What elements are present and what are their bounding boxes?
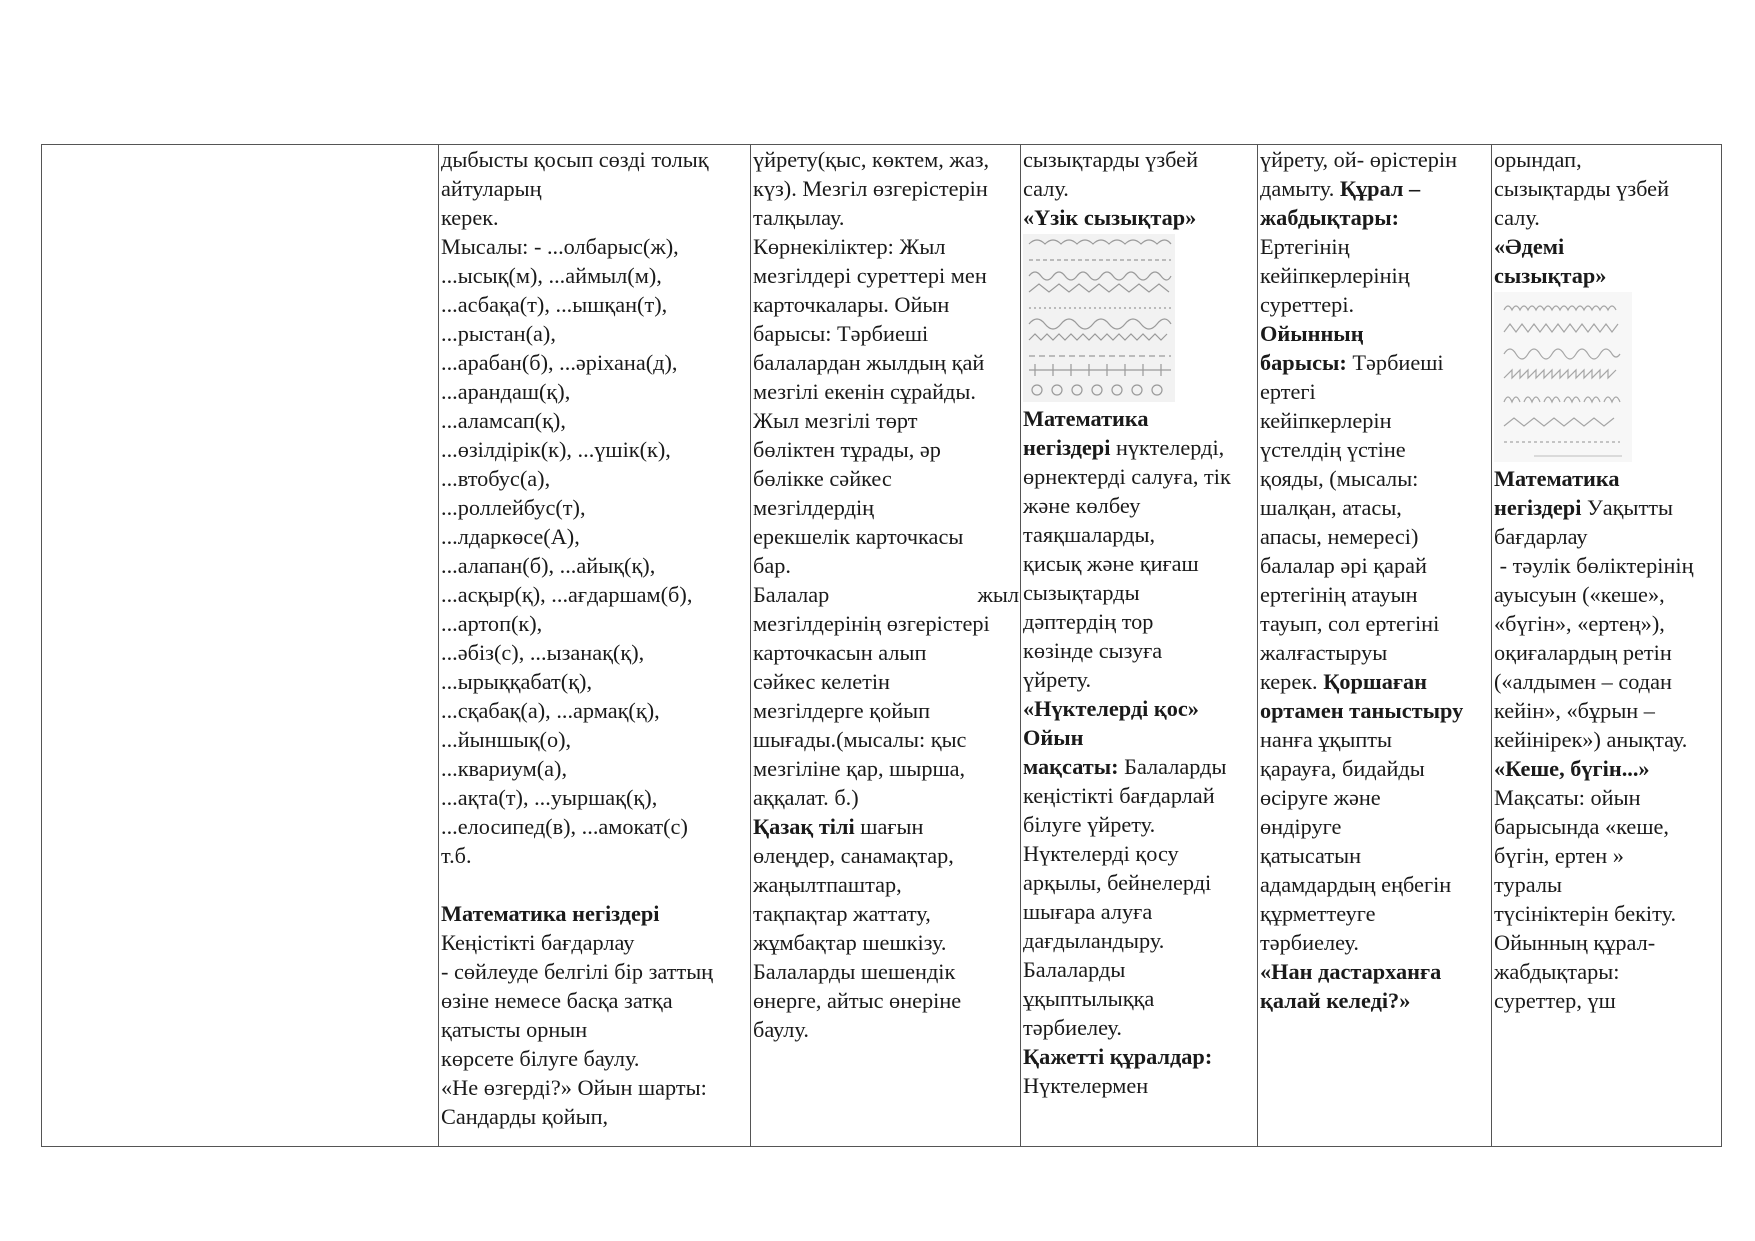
text-line: сызықтарды үзбей	[1023, 147, 1198, 172]
text-line: қатысты орнын	[441, 1017, 588, 1042]
text-line: ...арандаш(қ),	[441, 379, 571, 404]
text-line: ...ырыққабат(қ),	[441, 669, 593, 694]
heading-keshe: «Кеше, бүгін...»	[1494, 756, 1650, 781]
text-line: ...ақта(т), ...уыршақ(қ),	[441, 785, 658, 810]
text-line: қояды, (мысалы:	[1260, 466, 1419, 491]
text-line: ...сқабақ(а), ...армақ(қ),	[441, 698, 660, 723]
text-line: балалар әрі қарай	[1260, 553, 1427, 578]
text-line: дыбысты қосып сөзді толық	[441, 147, 709, 172]
text-line: баулу.	[753, 1017, 809, 1042]
text-line: нанға ұқыпты	[1260, 727, 1392, 752]
text-line: мезгілдерге қойып	[753, 698, 931, 723]
text-line: жабдықтары:	[1494, 959, 1620, 984]
text-line: ...роллейбус(т),	[441, 495, 586, 520]
column-1	[438, 145, 750, 1146]
text-line: салу.	[1023, 176, 1069, 201]
text-line: ...өзілдірік(к), ...үшік(к),	[441, 437, 671, 462]
text-line: Нүктелерді қосу	[1023, 841, 1179, 866]
text-line: апасы, немересі)	[1260, 524, 1419, 549]
text-line: Балаларды шешендік	[753, 959, 956, 984]
text-line: көрсете білуге баулу.	[441, 1046, 640, 1071]
text-line: қатысатын	[1260, 843, 1362, 868]
text-line: сәйкес келетін	[753, 669, 890, 694]
text-line: талқылау.	[753, 205, 845, 230]
math-heading: Математика	[1023, 406, 1149, 431]
text-line: және көлбеу	[1023, 493, 1141, 518]
text-line: күз). Мезгіл өзгерістерін	[753, 176, 988, 201]
text-line: өрнектерді салуға, тік	[1023, 464, 1231, 489]
text-line: шығара алуға	[1023, 899, 1153, 924]
text-line: үстелдің үстіне	[1260, 437, 1406, 462]
text-line: қарауға, бидайды	[1260, 756, 1425, 781]
text-line: оқиғалардың ретін	[1494, 640, 1672, 665]
column-5-text: орындап, сызықтарды үзбей салу. «Әдемі сызықтар» Математика негіздері Уақытты бағдарлау - тәулік бөліктерінің ауысуын («кеше», «бүгін», «ертең»), оқиғалардың ретін («алдымен – содан кейін», «бұрын – кейінірек») анықтау. «Кеше, бүгін...» Мақсаты: ойын барысында «кеше, бүгін, ертен » туралы түсініктерін бекіту. Ойынның құрал- жабдықтары: суреттер, үш	[1492, 145, 1722, 1015]
text-line: тәрбиелеу.	[1260, 930, 1359, 955]
text-line: барысында «кеше,	[1494, 814, 1669, 839]
text-line: жұмбақтар шешкізу.	[753, 930, 947, 955]
text-line: ...лдаркөсе(А),	[441, 524, 580, 549]
text-line: ...йыншық(о),	[441, 727, 572, 752]
column-2-text: үйрету(қыс, көктем, жаз, күз). Мезгіл өзгерістерін талқылау. Көрнекіліктер: Жыл мезгілдері суреттері мен карточкалары. Ойын барысы: Тәрбиеші балалардан жылдың қай мезгілі екенін сұрайды. Жыл мезгілі төрт бөліктен тұрады, әр бөлікке сәйкес мезгілдердің ерекшелік карточкасы бар. Балалар жыл мезгілдерінің өзгерістері карточкасын алып сәйкес келетін мезгілдерге қойып шығады.(мысалы: қыс мезгіліне қар, шырша, аққалат. б.) Қазақ тілі шағын өлеңдер, санамақтар, жаңылтпаштар, тақпақтар жаттату, жұмбақтар шешкізу. Балаларды шешендік өнерге, айтыс өнеріне баулу.	[753, 147, 1019, 1042]
heading-nan: «Нан дастарханға	[1260, 959, 1442, 984]
math-heading: Математика негіздері	[441, 901, 660, 926]
text-line: ...асқыр(қ), ...ағдаршам(б),	[441, 582, 693, 607]
text-line: өлеңдер, санамақтар,	[753, 843, 954, 868]
text-line: ...әбіз(с), ...ызанақ(қ),	[441, 640, 645, 665]
text-line: үйрету.	[1023, 667, 1092, 692]
text-line: кейін», «бұрын –	[1494, 698, 1655, 723]
column-3-text: сызықтарды үзбей салу. «Үзік сызықтар» Математика негіздері нүктелерді, өрнектерді салуға, тік және көлбеу таяқшаларды, қисық және қиғаш сызықтарды дәптердің тор көзінде сызуға үйрету. «Нүктелерді қос» Ойын мақсаты: Балаларды кеңістікті бағдарлай білуге үйрету. Нүктелерді қосу арқылы, бейнелерді шығара алуға дағдыландыру. Балаларды ұқыптылыққа тәрбиелеу. Қажетті құралдар: Нүктелермен	[1021, 145, 1257, 1100]
text-line: таяқшаларды,	[1023, 522, 1156, 547]
text-line: кеңістікті бағдарлай	[1023, 783, 1215, 808]
text-line: барысы: Тәрбиеші	[753, 321, 929, 346]
text-line: сызықтарды үзбей	[1494, 176, 1669, 201]
text-line: - сөйлеуде белгілі бір заттың	[441, 959, 714, 984]
text-line: кейінірек») анықтау.	[1494, 727, 1688, 752]
text-line: ертегі	[1260, 379, 1316, 404]
text-line: қисық және қиғаш	[1023, 551, 1199, 576]
text-line: Жыл мезгілі төрт	[753, 408, 918, 433]
text-line: орындап,	[1494, 147, 1582, 172]
column-5	[1491, 145, 1722, 1146]
column-1-text	[439, 145, 750, 1131]
text-line: тауып, сол ертегіні	[1260, 611, 1440, 636]
justified-line: Балалар жыл	[753, 582, 1019, 607]
text-line: Балаларды	[1023, 957, 1126, 982]
text-line: бағдарлау	[1494, 524, 1588, 549]
text-line: Ертегінің	[1260, 234, 1350, 259]
plan-table	[41, 144, 1722, 1147]
text-line: Мысалы: - ...олбарыс(ж),	[441, 234, 679, 259]
text-line: арқылы, бейнелерді	[1023, 870, 1212, 895]
text-line: ерекшелік карточкасы	[753, 524, 964, 549]
column-empty	[41, 145, 438, 1146]
text-line: ...рыстан(а),	[441, 321, 556, 346]
text-line: карточкалары. Ойын	[753, 292, 950, 317]
text-line: өнерге, айтыс өнеріне	[753, 988, 962, 1013]
text-line: бөліктен тұрады, әр	[753, 437, 941, 462]
column-2	[750, 145, 1020, 1146]
text-line: Ойынның құрал-	[1494, 930, 1656, 955]
text-line: көзінде сызуға	[1023, 638, 1163, 663]
text-line: кейіпкерлерінің	[1260, 263, 1410, 288]
column-4-text: үйрету, ой- өрістерін дамыту. Құрал – жабдықтары: Ертегінің кейіпкерлерінің суреттері. Ойынның барысы: Тәрбиеші ертегі кейіпкерлерін үстелдің үстіне қояды, (мысалы: шалқан, атасы, апасы, немересі) балалар әрі қарай ертегінің атауын тауып, сол ертегіні жалғастыруы керек. Қоршаған ортамен таныстыру нанға ұқыпты қарауға, бидайды өсіруге және өндіруге қатысатын адамдардың еңбегін құрметтеуге тәрбиелеу. «Нан дастарханға қалай келеді?»	[1258, 145, 1491, 1015]
text-line: дағдыландыру.	[1023, 928, 1165, 953]
text-line: Мақсаты: ойын	[1494, 785, 1641, 810]
text-line: жаңылтпаштар,	[753, 872, 902, 897]
text-line: өндіруге	[1260, 814, 1342, 839]
text-line: ұқыптылыққа	[1023, 986, 1155, 1011]
text-line: Нүктелермен	[1023, 1073, 1149, 1098]
text-line: мезгіліне қар, шырша,	[753, 756, 966, 781]
dashed-lines-worksheet-image	[1023, 234, 1175, 402]
text-line: керек.	[441, 205, 499, 230]
text-line: тәрбиелеу.	[1023, 1015, 1122, 1040]
pattern-lines-worksheet-image	[1494, 292, 1632, 462]
text-line: ...артоп(к),	[441, 611, 543, 636]
text-line: Сандарды қойып,	[441, 1104, 609, 1129]
text-line: «Не өзгерді?» Ойын шарты:	[441, 1075, 707, 1100]
text-line: ертегінің атауын	[1260, 582, 1418, 607]
text-line: туралы	[1494, 872, 1562, 897]
text-line: өзіне немесе басқа затқа	[441, 988, 673, 1013]
text-line: түсініктерін бекіту.	[1494, 901, 1677, 926]
math-heading: Математика	[1494, 466, 1620, 491]
text-line: Көрнекіліктер: Жыл	[753, 234, 946, 259]
text-line: т.б.	[441, 843, 472, 868]
text-line: ...алапан(б), ...айық(қ),	[441, 553, 656, 578]
text-line: - тәулік бөліктерінің	[1494, 553, 1694, 578]
text-line: тақпақтар жаттату,	[753, 901, 931, 926]
text-line: аққалат. б.)	[753, 785, 859, 810]
heading-ademi: «Әдемі	[1494, 234, 1565, 259]
text-line: кейіпкерлерін	[1260, 408, 1392, 433]
text-line: ...аламсап(қ),	[441, 408, 566, 433]
text-line: ...елосипед(в), ...амокат(с)	[441, 814, 688, 839]
text-line: карточкасын алып	[753, 640, 927, 665]
text-line: суреттері.	[1260, 292, 1355, 317]
text-line: мезгілдердің	[753, 495, 875, 520]
text-line: «бүгін», «ертең»),	[1494, 611, 1665, 636]
text-line: айтуларың	[441, 176, 542, 201]
text-line: құрметтеуге	[1260, 901, 1376, 926]
text-line: бөлікке сәйкес	[753, 466, 892, 491]
text-line: үйрету(қыс, көктем, жаз,	[753, 147, 990, 172]
text-line: ...втобус(а),	[441, 466, 551, 491]
text-line: адамдардың еңбегін	[1260, 872, 1452, 897]
text-line: дәптердің тор	[1023, 609, 1154, 634]
column-3	[1020, 145, 1257, 1146]
text-line: ...квариум(а),	[441, 756, 568, 781]
text-line: Кеңістікті бағдарлау	[441, 930, 635, 955]
heading-nuktelerdi: «Нүктелерді қос»	[1023, 696, 1199, 721]
text-line: балалардан жылдың қай	[753, 350, 985, 375]
text-line: ауысуын («кеше»,	[1494, 582, 1665, 607]
text-line: өсіруге және	[1260, 785, 1381, 810]
text-line: мезгілі екенін сұрайды.	[753, 379, 976, 404]
column-4	[1257, 145, 1491, 1146]
text-line: мезгілдерінің өзгерістері	[753, 611, 990, 636]
heading-uzik: «Үзік сызықтар»	[1023, 205, 1197, 230]
text-line: суреттер, үш	[1494, 988, 1616, 1013]
tools-heading: Қажетті құралдар:	[1023, 1044, 1213, 1069]
text-line: шалқан, атасы,	[1260, 495, 1402, 520]
text-line: жалғастыруы	[1260, 640, 1388, 665]
text-line: білуге үйрету.	[1023, 812, 1156, 837]
text-line: («алдымен – содан	[1494, 669, 1672, 694]
text-line: шығады.(мысалы: қыс	[753, 727, 967, 752]
text-line: бүгін, ертен »	[1494, 843, 1624, 868]
text-line: ...ысық(м), ...аймыл(м),	[441, 263, 662, 288]
text-line: ...арабан(б), ...әріхана(д),	[441, 350, 678, 375]
text-line: ...асбақа(т), ...ышқан(т),	[441, 292, 668, 317]
text-line: сызықтарды	[1023, 580, 1140, 605]
kazakh-heading: Қазақ тілі	[753, 814, 855, 839]
text-line: мезгілдері суреттері мен	[753, 263, 987, 288]
text-line: бар.	[753, 553, 791, 578]
text-line: салу.	[1494, 205, 1540, 230]
